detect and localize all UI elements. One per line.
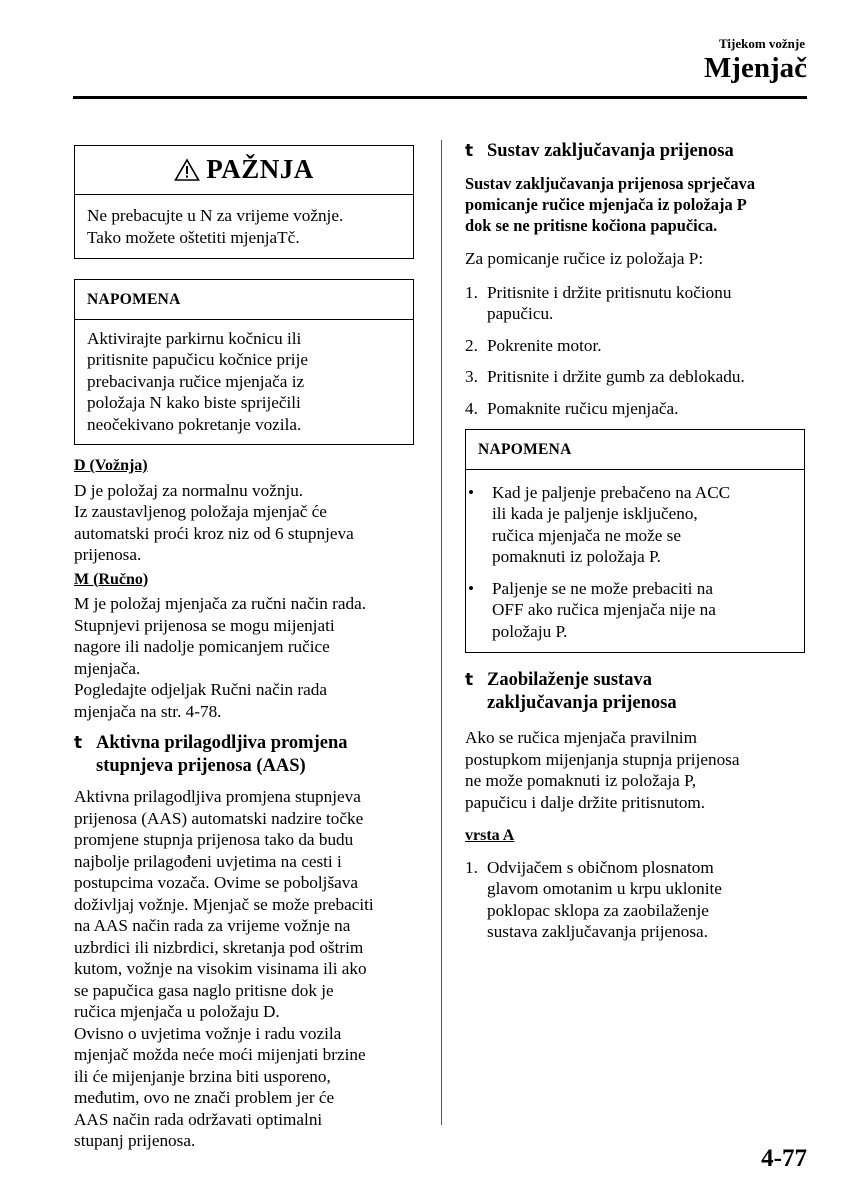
list-item	[465, 857, 805, 943]
aas-line: najbolje prilagođeni uvjetima na cesti i	[74, 851, 342, 871]
type-steps	[465, 857, 805, 943]
aas-line: međutim, ovo ne znači problem jer će	[74, 1088, 335, 1107]
type-heading: vrsta A	[465, 827, 515, 844]
manual-line: M je položaj mjenjača za ručni način rada.	[74, 594, 367, 613]
manual-line: mjenjača na str. 4-78.	[74, 701, 222, 721]
drive-line: prijenosa.	[74, 545, 142, 564]
step-line: Pritisnite i držite gumb za deblokadu.	[487, 367, 745, 386]
aas-line: ručica mjenjača u položaju D.	[74, 1002, 280, 1021]
bypass-line: ne može pomaknuti iz položaja P,	[465, 771, 697, 790]
step-line: papučicu.	[487, 304, 554, 323]
manual-text	[74, 593, 414, 722]
step-number: 4.	[465, 398, 478, 418]
right-column	[465, 141, 805, 953]
warning-line: Tako možete oštetiti mjenjaTč.	[87, 227, 300, 247]
bullet-line: OFF ako ručica mjenjača nije na	[492, 600, 716, 619]
page-title: Mjenjač	[703, 52, 807, 84]
warning-title	[75, 146, 413, 195]
manual-line: Pogledajte odjeljak Ručni način rada	[74, 680, 327, 699]
manual-line: mjenjača.	[74, 658, 141, 678]
drive-line: automatski proći kroz niz od 6 stupnjeva	[74, 523, 354, 543]
step-line: poklopac sklopa za zaobilaženje	[487, 900, 709, 920]
step-number: 3.	[465, 367, 478, 386]
aas-line: prijenosa (AAS) automatski nadzire točke	[74, 808, 364, 828]
note-box	[74, 279, 414, 445]
column-divider	[441, 140, 442, 1125]
step-number: 1.	[465, 857, 478, 877]
bullet-line: ručica mjenjača ne može se	[492, 525, 681, 545]
warning-triangle-icon	[174, 158, 200, 182]
header-rule	[73, 96, 807, 99]
bypass-heading-line: zaključavanja prijenosa	[487, 693, 677, 713]
warning-title-text: PAŽNJA	[206, 154, 314, 185]
bypass-heading-line: Zaobilaženje sustava	[487, 670, 652, 690]
aas-line: uzbrdici ili nizbrdici, skretanja pod oštrim	[74, 937, 364, 957]
lock-description	[465, 173, 805, 236]
bypass-line: papučicu i dalje držite pritisnutom.	[465, 792, 706, 812]
aas-line: se papučica gasa naglo pritisne dok je	[74, 980, 334, 1000]
step-number: 1.	[465, 282, 478, 302]
aas-heading-line: Aktivna prilagodljiva promjena	[96, 733, 348, 753]
aas-line: doživljaj vožnje. Mjenjač se može prebaciti	[74, 894, 374, 914]
aas-line: Ovisno o uvjetima vožnje i radu vozila	[74, 1023, 342, 1043]
warning-box	[74, 145, 414, 259]
lock-heading-text: Sustav zaključavanja prijenosa	[487, 141, 734, 161]
lock-bold-line: dok se ne pritisne kočiona papučica.	[465, 216, 718, 235]
drive-heading: D (Vožnja)	[74, 457, 148, 474]
bullet: •	[468, 578, 475, 598]
page-number: 4-77	[761, 1145, 807, 1172]
bypass-line: Ako se ručica mjenjača pravilnim	[465, 728, 697, 747]
lock-steps	[465, 282, 805, 420]
left-column	[74, 145, 414, 1152]
aas-line: Aktivna prilagodljiva promjena stupnjeva	[74, 787, 361, 806]
section-marker: t	[465, 670, 474, 690]
note-bullets	[466, 470, 804, 653]
note-title: NAPOMENA	[75, 280, 413, 320]
bullet-line: Paljenje se ne može prebaciti na	[492, 578, 713, 598]
step-line: Pritisnite i držite pritisnutu kočionu	[487, 282, 732, 302]
section-marker: t	[465, 141, 474, 161]
drive-line: Iz zaustavljenog položaja mjenjač će	[74, 502, 327, 521]
lock-bold-line: pomicanje ručice mjenjača iz položaja P	[465, 195, 747, 214]
list-item	[465, 282, 805, 325]
section-marker: t	[74, 733, 83, 753]
bullet-line: Kad je paljenje prebačeno na ACC	[492, 482, 731, 502]
aas-text	[74, 786, 414, 1152]
lock-heading	[465, 140, 805, 163]
header-section-label: Tijekom vožnje	[718, 36, 805, 51]
warning-body	[75, 195, 413, 258]
step-line: Odvijačem s običnom plosnatom	[487, 857, 714, 877]
bypass-text	[465, 727, 805, 813]
note-line: neočekivano pokretanje vozila.	[87, 414, 302, 434]
drive-text	[74, 480, 414, 566]
step-line: Pomaknite ručicu mjenjača.	[487, 398, 679, 418]
note-title: NAPOMENA	[466, 430, 804, 470]
aas-line: stupanj prijenosa.	[74, 1131, 196, 1150]
note-line: Aktivirajte parkirnu kočnicu ili	[87, 328, 302, 348]
manual-heading: M (Ručno)	[74, 570, 149, 588]
aas-line: AAS način rada održavati optimalni	[74, 1109, 323, 1129]
bullet-line: položaju P.	[492, 621, 568, 641]
list-item	[465, 398, 805, 420]
manual-line: nagore ili nadolje pomicanjem ručice	[74, 637, 330, 656]
aas-heading-line: stupnjeva prijenosa (AAS)	[96, 756, 306, 776]
step-line: sustava zaključavanja prijenosa.	[487, 922, 708, 941]
list-item	[465, 335, 805, 357]
bullet-line: ili kada je paljenje isključeno,	[492, 504, 698, 523]
bypass-line: postupkom mijenjanja stupnja prijenosa	[465, 749, 740, 769]
list-item	[466, 482, 804, 568]
note-line: prebacivanja ručice mjenjača iz	[87, 371, 305, 391]
aas-line: ili će mijenjanje brzina biti usporeno,	[74, 1066, 331, 1086]
note-line: pritisnite papučicu kočnice prije	[87, 350, 308, 369]
bullet-line: pomaknuti iz položaja P.	[492, 547, 661, 566]
aas-line: postupcima vozača. Ovime se poboljšava	[74, 873, 358, 892]
drive-line: D je položaj za normalnu vožnju.	[74, 480, 304, 500]
manual-line: Stupnjevi prijenosa se mogu mijenjati	[74, 615, 335, 635]
list-item	[466, 578, 804, 643]
list-item	[465, 366, 805, 388]
aas-line: na AAS način rada za vrijeme vožnje na	[74, 916, 351, 935]
warning-line: Ne prebacujte u N za vrijeme vožnje.	[87, 206, 344, 225]
note-line: položaja N kako biste spriječili	[87, 393, 301, 412]
bullet: •	[468, 482, 475, 502]
aas-heading	[74, 732, 414, 778]
aas-line: kutom, vožnje na visokim visinama ili ako	[74, 959, 367, 978]
lock-intro: Za pomicanje ručice iz položaja P:	[465, 249, 704, 268]
step-number: 2.	[465, 335, 478, 355]
bypass-heading	[465, 669, 805, 715]
lock-bold-line: Sustav zaključavanja prijenosa sprječava	[465, 174, 756, 193]
note-body	[75, 320, 413, 445]
step-line: Pokrenite motor.	[487, 335, 602, 355]
note-box	[465, 429, 805, 653]
step-line: glavom omotanim u krpu uklonite	[487, 879, 722, 898]
aas-line: promjene stupnja prijenosa tako da budu	[74, 830, 354, 849]
aas-line: mjenjač možda neće moći mijenjati brzine	[74, 1045, 366, 1064]
